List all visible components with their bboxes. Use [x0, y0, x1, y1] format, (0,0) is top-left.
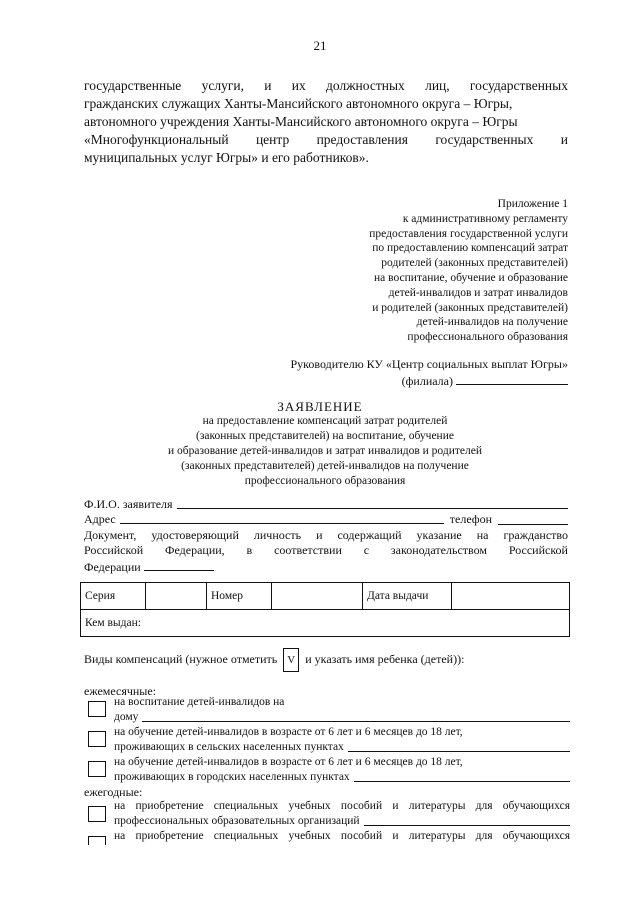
monthly-option: на обучение детей-инвалидов в возрасте от 6 лет и 6 месяцев до 18 лет, проживающих в городских населенных пунктах [114, 755, 570, 785]
series-field[interactable] [146, 583, 207, 610]
monthly-option: на воспитание детей-инвалидов на дому [114, 695, 570, 725]
series-label: Серия [81, 583, 146, 610]
number-field[interactable] [272, 583, 363, 610]
intro-line: государственные услуги, и их должностных лиц, государственных [84, 78, 568, 93]
compensation-instruction: Виды компенсаций (нужное отметить V и указать имя ребенка (детей)): [84, 648, 464, 672]
address-row: Адрес телефон [84, 512, 568, 527]
intro-paragraph [84, 77, 568, 167]
number-label: Номер [207, 583, 272, 610]
citizenship-field[interactable] [144, 558, 214, 571]
issue-date-field[interactable] [452, 583, 570, 610]
child-name-field[interactable] [348, 740, 570, 752]
address-field[interactable] [120, 512, 444, 524]
child-name-field[interactable] [354, 770, 570, 782]
phone-field[interactable] [498, 512, 568, 525]
child-name-field[interactable] [142, 710, 570, 722]
monthly-urban-checkbox[interactable] [88, 761, 106, 777]
monthly-rural-checkbox[interactable] [88, 731, 106, 747]
document-subtitle: на предоставление компенсаций затрат родителей (законных представителей) на воспитание, обучение и образование детей-инвалидов и затрат инвалидов и родителей (законных представителей) детей-инвалидов на получение профессионального образования [168, 415, 482, 487]
monthly-home-checkbox[interactable] [88, 701, 106, 717]
yearly-option: на приобретение специальных учебных пособий и литературы для обучающихся [114, 830, 570, 842]
appendix-header: Приложение 1 к административному регламенту предоставления государственной услуги по предоставлению компенсаций затрат родителей (законных представителей) на воспитание, обучение и образование детей-инвалидов и затрат инвалидов и родителей (законных представителей) детей-инвалидов на получение профессионального образования [369, 198, 568, 344]
yearly-label: ежегодные: [84, 785, 143, 799]
yearly-literature-checkbox-2[interactable] [88, 836, 106, 845]
recipient-block: Руководителю КУ «Центр социальных выплат Югры» (филиала) [290, 357, 568, 388]
issue-date-label: Дата выдачи [363, 583, 452, 610]
document-requirement: Документ, удостоверяющий личность и содержащий указание на гражданство Российской Федерации, в соответствии с законодательством Российской Федерации [84, 528, 568, 574]
passport-table [80, 582, 570, 637]
branch-field[interactable] [456, 372, 568, 385]
intro-line: автономного учреждения Ханты-Мансийского автономного округа – Югры [84, 114, 518, 129]
monthly-option: на обучение детей-инвалидов в возрасте от 6 лет и 6 месяцев до 18 лет, проживающих в сельских населенных пунктах [114, 725, 570, 755]
yearly-option: на приобретение специальных учебных пособий и литературы для обучающихся профессиональных образовательных организаций [114, 800, 570, 827]
fio-field[interactable] [177, 497, 568, 509]
monthly-label: ежемесячные: [84, 684, 157, 698]
fio-row: Ф.И.О. заявителя [84, 497, 568, 512]
intro-line: муниципальных услуг Югры» и его работников». [84, 150, 369, 165]
page-number: 21 [313, 38, 327, 53]
intro-line: «Многофункциональный центр предоставления государственных и [84, 132, 568, 147]
check-mark-sample: V [283, 648, 299, 672]
yearly-literature-checkbox[interactable] [88, 806, 106, 822]
child-name-field[interactable] [364, 814, 570, 826]
document-title: ЗАЯВЛЕНИЕ [277, 399, 363, 414]
intro-line: гражданских служащих Ханты-Мансийского автономного округа – Югры, [84, 96, 513, 111]
issued-by-field[interactable]: Кем выдан: [81, 610, 570, 637]
